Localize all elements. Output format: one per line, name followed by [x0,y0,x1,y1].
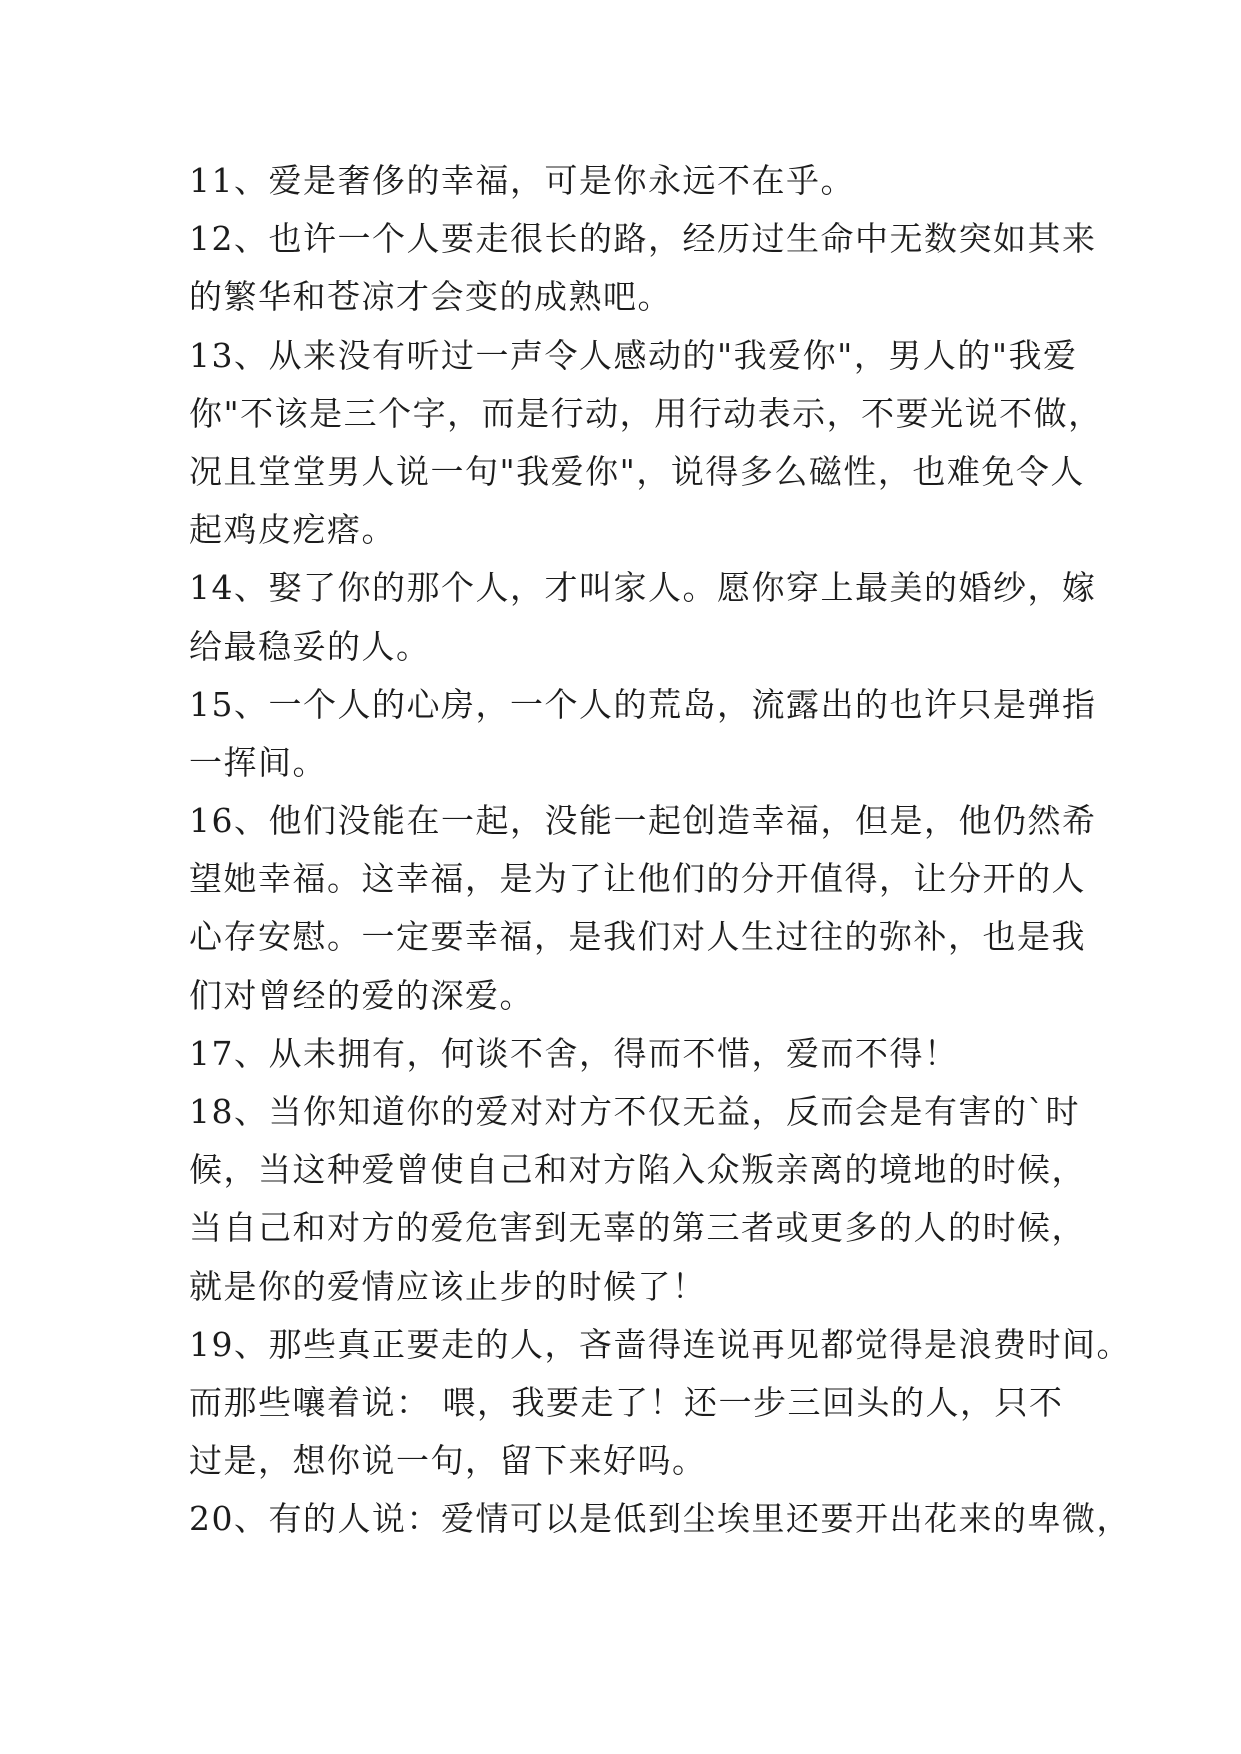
text-line: 的繁华和苍凉才会变的成熟吧。 [189,277,672,317]
text-line: 11、爱是奢侈的幸福，可是你永远不在乎。 [189,161,855,200]
text-line: 19、那些真正要走的人，吝啬得连说再见都觉得是浪费时间。 [189,1324,1131,1364]
text-line: 就是你的爱情应该止步的时候了！ [189,1266,707,1306]
text-line: 你"不该是三个字，而是行动，用行动表示，不要光说不做， [189,393,1103,433]
text-line: 给最稳妥的人。 [189,626,431,666]
text-line: 12、也许一个人要走很长的路，经历过生命中无数突如其来 [189,219,1097,259]
text-line: 过是，想你说一句，留下来好吗。 [189,1441,707,1481]
text-line: 15、一个人的心房，一个人的荒岛，流露出的也许只是弹指 [189,684,1097,724]
document-body [189,152,1131,1549]
text-line: 14、娶了你的那个人，才叫家人。愿你穿上最美的婚纱，嫁 [189,568,1097,608]
text-line: 况且堂堂男人说一句"我爱你"，说得多么磁性，也难免令人 [189,451,1085,491]
text-line: 一挥间。 [189,742,327,782]
text-line: 心存安慰。一定要幸福，是我们对人生过往的弥补，也是我 [189,917,1086,957]
text-line: 候，当这种爱曾使自己和对方陷入众叛亲离的境地的时候， [189,1150,1086,1190]
text-line: 18、当你知道你的爱对对方不仅无益，反而会是有害的`时 [189,1092,1080,1131]
text-line: 望她幸福。这幸福，是为了让他们的分开值得，让分开的人 [189,859,1086,899]
text-line: 16、他们没能在一起，没能一起创造幸福，但是，他仍然希 [189,801,1097,841]
text-line: 17、从未拥有，何谈不舍，得而不惜，爱而不得！ [189,1033,959,1073]
text-line: 起鸡皮疙瘩。 [189,510,396,550]
text-line: 们对曾经的爱的深爱。 [189,975,534,1015]
text-line: 13、从来没有听过一声令人感动的"我爱你"，男人的"我爱 [189,335,1078,375]
text-line: 20、有的人说：爱情可以是低到尘埃里还要开出花来的卑微， [189,1499,1131,1539]
text-line: 当自己和对方的爱危害到无辜的第三者或更多的人的时候， [189,1208,1086,1248]
text-line: 而那些嚷着说： 喂，我要走了！还一步三回头的人，只不 [189,1382,1064,1422]
